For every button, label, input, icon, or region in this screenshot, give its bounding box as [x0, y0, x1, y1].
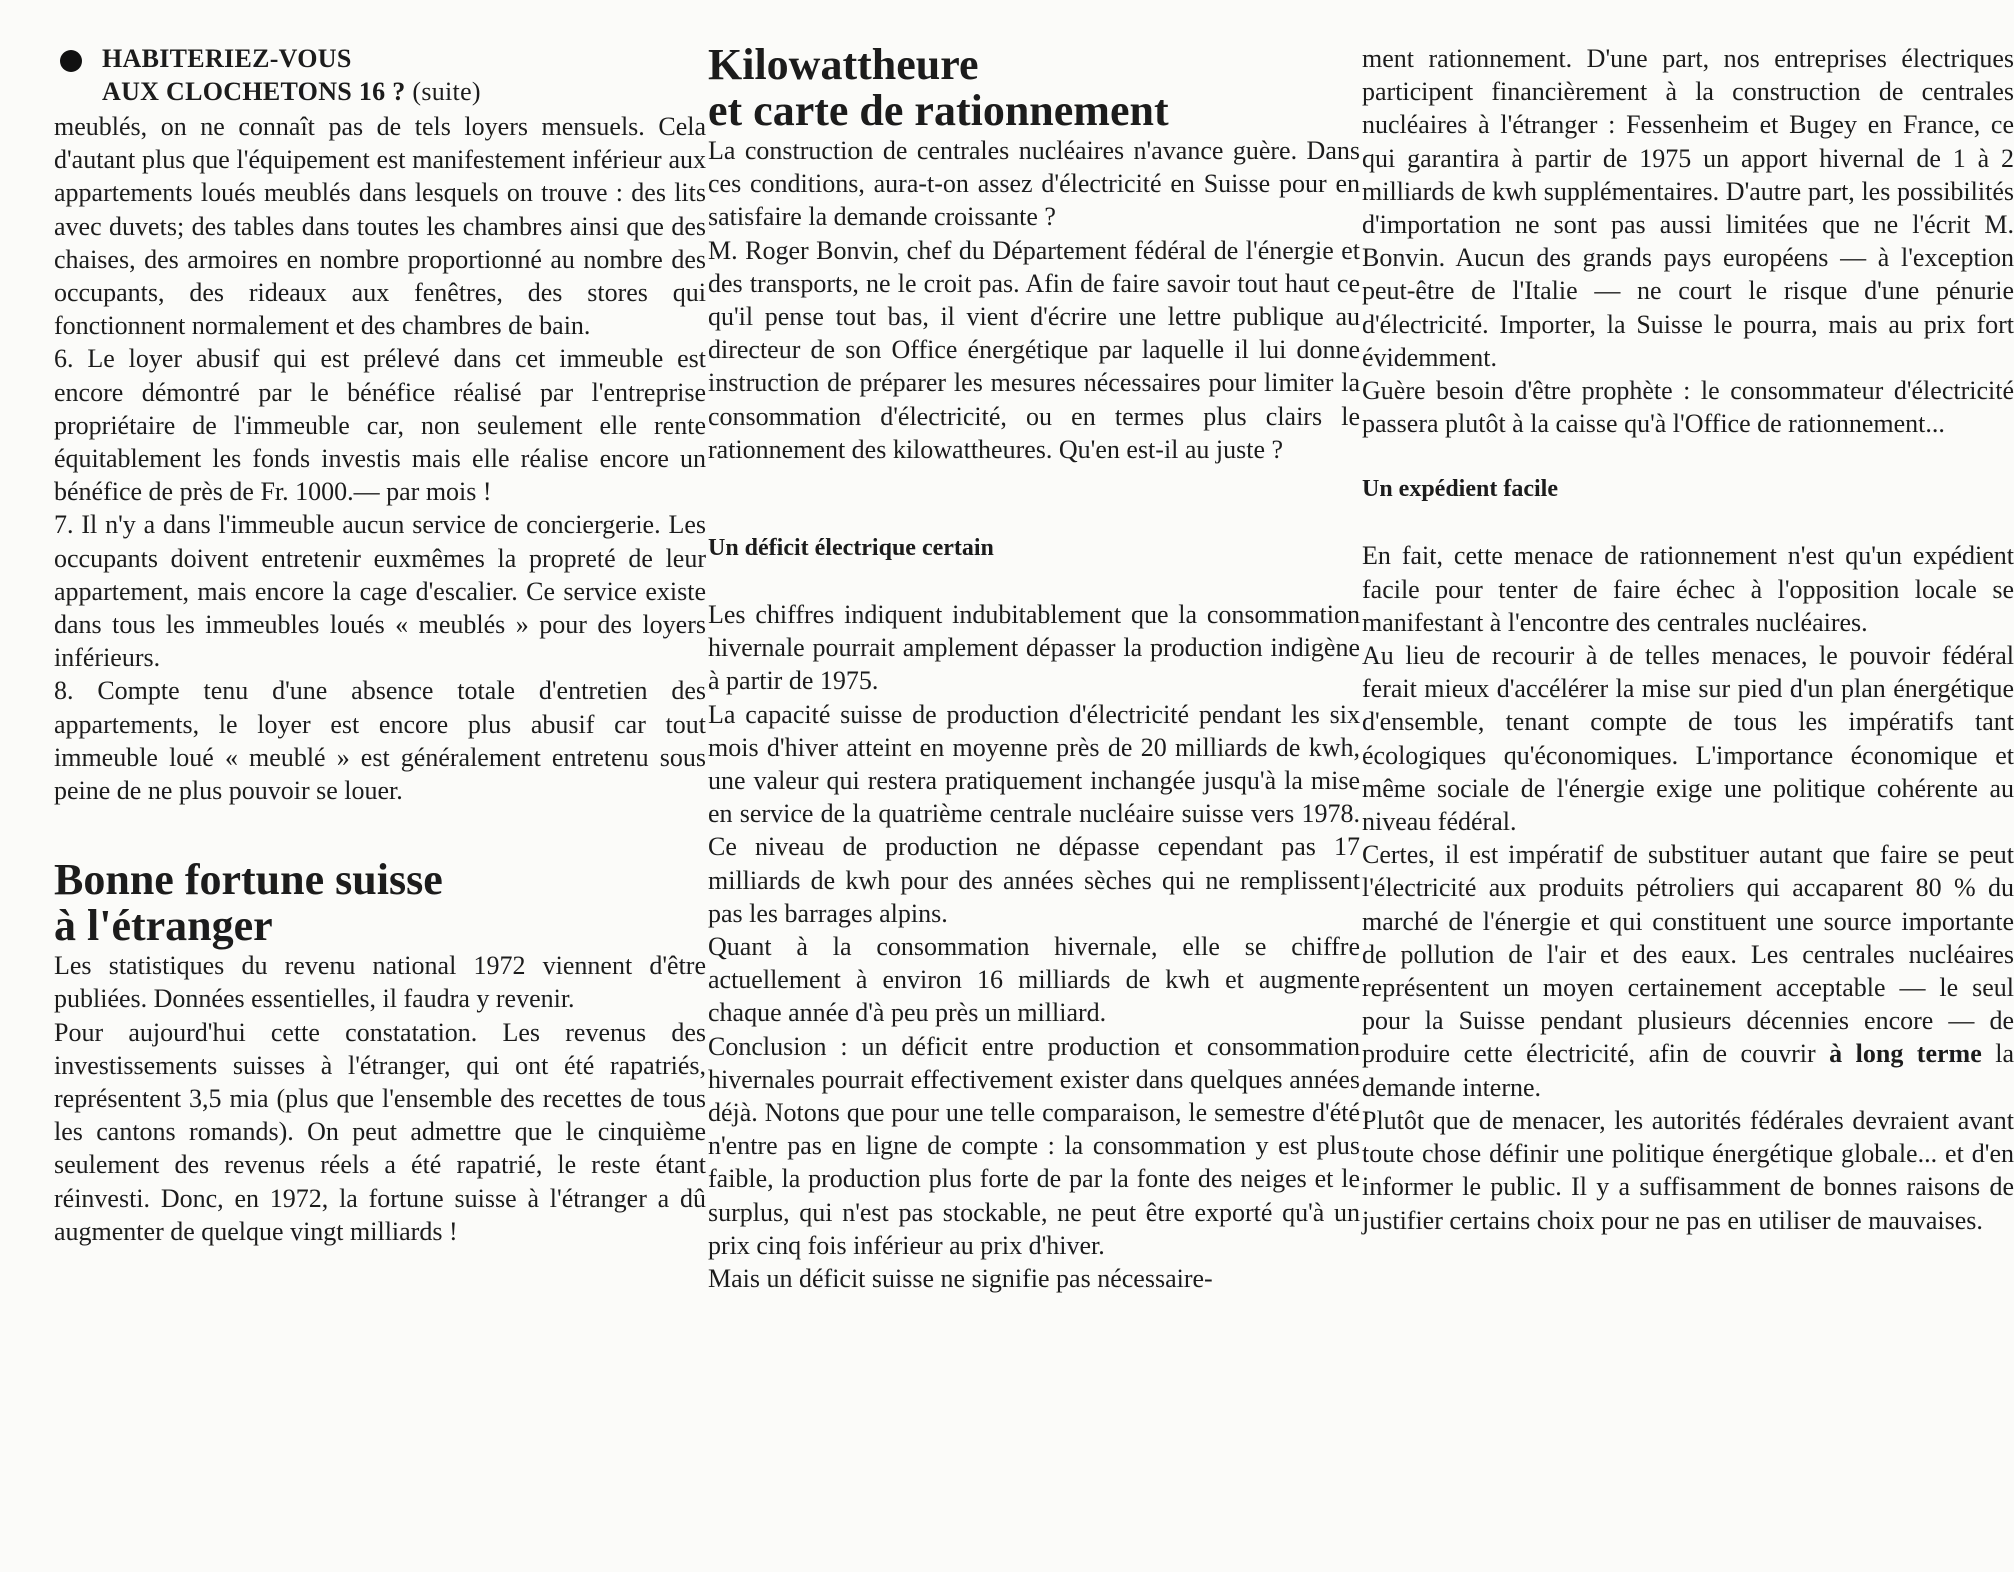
subheading-deficit: Un déficit électrique certain: [708, 535, 994, 562]
continuation-title-line2: AUX CLOCHETONS 16 ?: [102, 77, 406, 106]
column-1: [54, 42, 706, 1248]
emphasis-long-terme: à long terme: [1829, 1039, 1982, 1069]
headline-kilowattheure: Kilowattheure et carte de rationnement: [708, 40, 1169, 135]
continuation-title-line1: HABITERIEZ-VOUS: [102, 44, 352, 73]
paragraph: Pour aujourd'hui cette constatation. Les revenus des investissements suisses à l'étranger, qui ont été rapatriés, représentent 3,5 mia (plus que l'ensemble des recettes de tous les cantons romands). On peut admettre que le cinquième seulement des revenus réels a été rapatrié, le reste étant réinvesti. Donc, en 1972, la fortune suisse à l'étranger a dû augmenter de quelque vingt milliards !: [54, 1017, 706, 1246]
paragraph: Les chiffres indiquent indubitablement que la consommation hivernale pourrait amplement dépasser la production indigène à partir de 1975.: [708, 600, 1360, 696]
paragraph: Certes, il est impératif de substituer autant que faire se peut l'électricité aux produits pétroliers qui accaparent 80 % du marché de l'énergie et qui constituent une source importante de pollution de l'air et des eaux. Les centrales nucléaires représentent un moyen certainement acceptable — le seul pour la Suisse pendant plusieurs décennies encore — de produire cette électricité, afin de couvrir à long terme la demande interne.: [1362, 840, 2014, 1102]
paragraph: Plutôt que de menacer, les autorités fédérales devraient avant toute chose définir une politique énergétique globale... et d'en informer le public. Il y a suffisamment de bonnes raisons de justifier certains choix pour ne pas en utiliser de mauvaises.: [1362, 1105, 2014, 1235]
continuation-suite: (suite): [412, 77, 481, 106]
paragraph: Au lieu de recourir à de telles menaces, le pouvoir fédéral ferait mieux d'accélérer la mise sur pied d'un plan énergétique d'ensemble, tenant compte de tous les impératifs tant écologiques qu'économiques. L'importance économique et même sociale de l'énergie exige une politique cohérente au niveau fédéral.: [1362, 641, 2014, 837]
paragraph: meublés, on ne connaît pas de tels loyers mensuels. Cela d'autant plus que l'équipement est manifestement inférieur aux appartements loués meublés dans lesquels on trouve : des lits avec duvets; des tables dans toutes les chambres ainsi que des chaises, des armoires en nombre proportionné au nombre des occupants, des rideaux aux fenêtres, des stores qui fonctionnent normalement et des chambres de bain.: [54, 112, 706, 341]
paragraph: Guère besoin d'être prophète : le consommateur d'électricité passera plutôt à la caisse qu'à l'Office de rationnement...: [1362, 376, 2014, 439]
paragraph: 7. Il n'y a dans l'immeuble aucun service de conciergerie. Les occupants doivent entretenir euxmêmes la propreté de leur appartement, mais encore la cage d'escalier. Ce service existe dans tous les immeubles loués « meublés » pour des loyers inférieurs.: [54, 510, 706, 673]
continuation-title: [102, 42, 481, 108]
paragraph: En fait, cette menace de rationnement n'est qu'un expédient facile pour tenter de faire échec à l'opposition locale se manifestant à l'encontre des centrales nucléaires.: [1362, 541, 2014, 637]
paragraph: La construction de centrales nucléaires n'avance guère. Dans ces conditions, aura-t-on assez d'électricité en Suisse pour en satisfaire la demande croissante ?: [708, 136, 1360, 232]
paragraph: Mais un déficit suisse ne signifie pas nécessaire-: [708, 1264, 1213, 1294]
paragraph: 6. Le loyer abusif qui est prélevé dans cet immeuble est encore démontré par le bénéfice réalisé par l'entreprise propriétaire de l'immeuble car, non seulement elle rente équitablement les fonds investis mais elle réalise encore un bénéfice de près de Fr. 1000.— par mois !: [54, 344, 706, 507]
subheading-expedient: Un expédient facile: [1362, 476, 1558, 503]
continuation-header: [54, 42, 706, 108]
paragraph: Conclusion : un déficit entre production et consommation hivernales pourrait effectivement exister dans quelques années déjà. Notons que pour une telle comparaison, le semestre d'été n'entre pas en ligne de compte : la consommation y est plus faible, la production plus forte de par la fonte des neiges et le surplus, qui n'est pas stockable, ne peut être exporté qu'à un prix cinq fois inférieur au prix d'hiver.: [708, 1031, 1360, 1260]
column-3: [1362, 42, 2014, 1237]
bullet-icon: [60, 50, 82, 72]
paragraph: Les statistiques du revenu national 1972 viennent d'être publiées. Données essentielles, il faudra y revenir.: [54, 951, 706, 1014]
column-2: [708, 42, 1360, 1295]
headline-bonne-fortune: Bonne fortune suisse à l'étranger: [54, 855, 443, 951]
paragraph: La capacité suisse de production d'électricité pendant les six mois d'hiver atteint en moyenne près de 20 milliards de kwh, une valeur qui restera pratiquement inchangée jusqu'à la mise en service de la quatrième centrale nucléaire suisse vers 1978. Ce niveau de production ne dépasse cependant pas 17 milliards de kwh pour des années sèches qui ne remplissent pas les barrages alpins.: [708, 699, 1360, 928]
paragraph: Quant à la consommation hivernale, elle se chiffre actuellement à environ 16 milliards de kwh et augmente chaque année d'à peu près un milliard.: [708, 932, 1360, 1028]
paragraph: 8. Compte tenu d'une absence totale d'entretien des appartements, le loyer est encore plus abusif car tout immeuble loué « meublé » est généralement entretenu sous peine de ne plus pouvoir se louer.: [54, 676, 706, 806]
paragraph: ment rationnement. D'une part, nos entreprises électriques participent financièrement à la construction de centrales nucléaires à l'étranger : Fessenheim et Bugey en France, ce qui garantira à partir de 1975 un apport hivernal de 1 à 2 milliards de kwh supplémentaires. D'autre part, les possibilités d'importation ne sont pas aussi limitées que ne l'écrit M. Bonvin. Aucun des grands pays européens — à l'exception peut-être de l'Italie — ne court le risque d'une pénurie d'électricité. Importer, la Suisse le pourra, mais au prix fort évidemment.: [1362, 44, 2014, 372]
paragraph: M. Roger Bonvin, chef du Département fédéral de l'énergie et des transports, ne le croit pas. Afin de faire savoir tout haut ce qu'il pense tout bas, il vient d'écrire une lettre publique au directeur de son Office énergétique par laquelle il lui donne instruction de préparer les mesures nécessaires pour limiter la consommation d'électricité, ou en termes plus clairs le rationnement des kilowattheures. Qu'en est-il au juste ?: [708, 235, 1360, 464]
